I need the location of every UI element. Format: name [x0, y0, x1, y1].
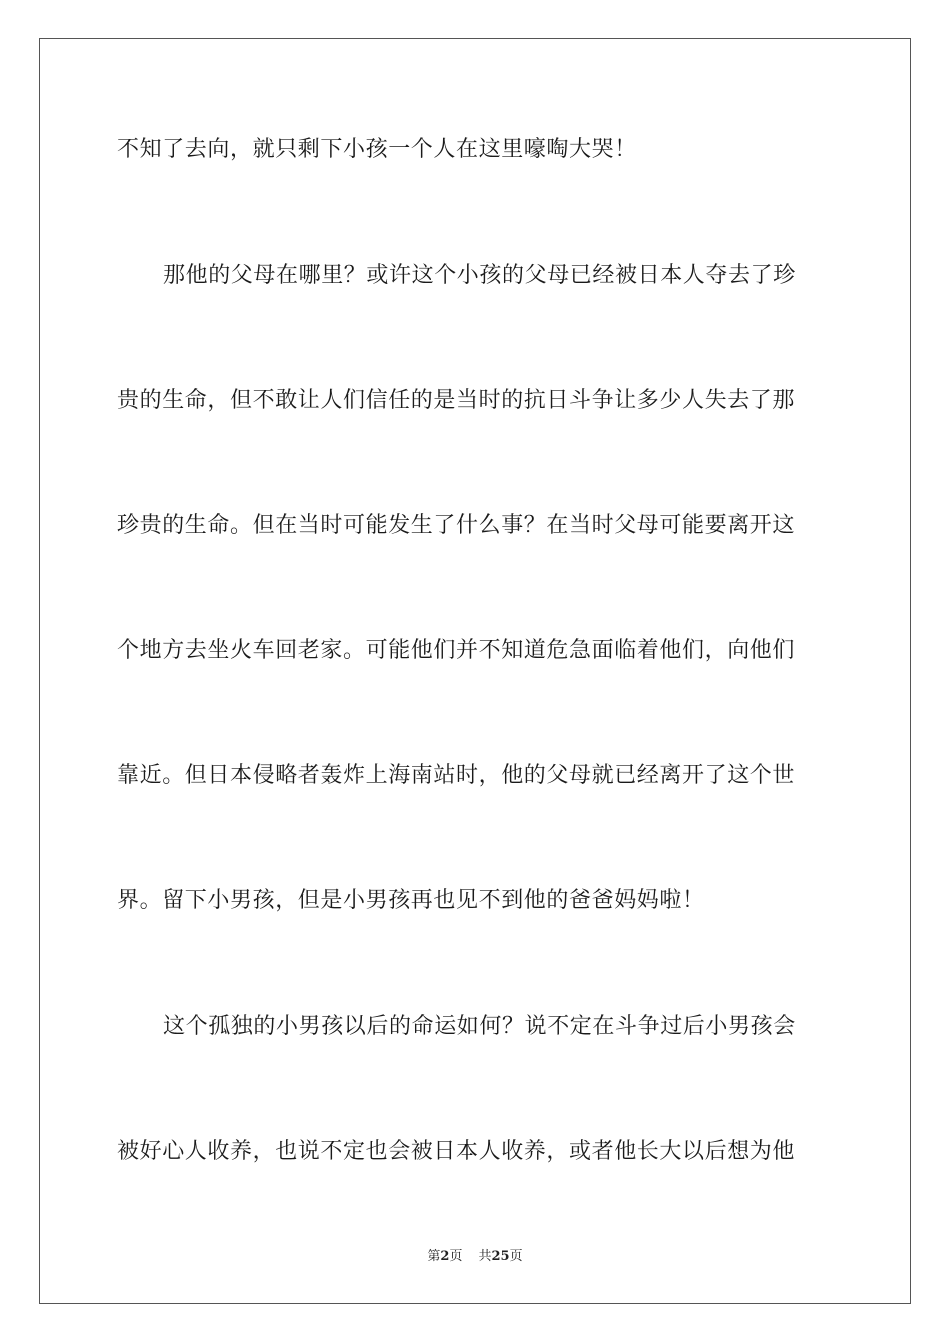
page-number: 2 [440, 1249, 450, 1264]
page-footer [0, 1248, 950, 1266]
page-prefix: 第 [427, 1249, 441, 1264]
text-line-3: 贵的生命，但不敢让人们信任的是当时的抗日斗争让多少人失去了那 [117, 388, 796, 413]
text-line-8: 这个孤独的小男孩以后的命运如何？说不定在斗争过后小男孩会 [163, 1014, 796, 1039]
total-pages: 25 [491, 1249, 510, 1264]
page-border [39, 38, 911, 1304]
text-line-6: 靠近。但日本侵略者轰炸上海南站时，他的父母就已经离开了这个世 [117, 763, 796, 788]
page-suffix: 页 [449, 1249, 463, 1264]
text-line-9: 被好心人收养，也说不定也会被日本人收养，或者他长大以后想为他 [117, 1139, 796, 1164]
text-line-2: 那他的父母在哪里？或许这个小孩的父母已经被日本人夺去了珍 [163, 263, 796, 288]
total-suffix: 页 [509, 1249, 523, 1264]
text-line-5: 个地方去坐火车回老家。可能他们并不知道危急面临着他们，向他们 [117, 638, 796, 663]
text-line-4: 珍贵的生命。但在当时可能发生了什么事？在当时父母可能要离开这 [117, 513, 796, 538]
text-line-7: 界。留下小男孩，但是小男孩再也见不到他的爸爸妈妈啦！ [117, 888, 705, 913]
text-line-1: 不知了去向，就只剩下小孩一个人在这里嚎啕大哭！ [117, 137, 637, 162]
total-prefix: 共 [478, 1249, 492, 1264]
